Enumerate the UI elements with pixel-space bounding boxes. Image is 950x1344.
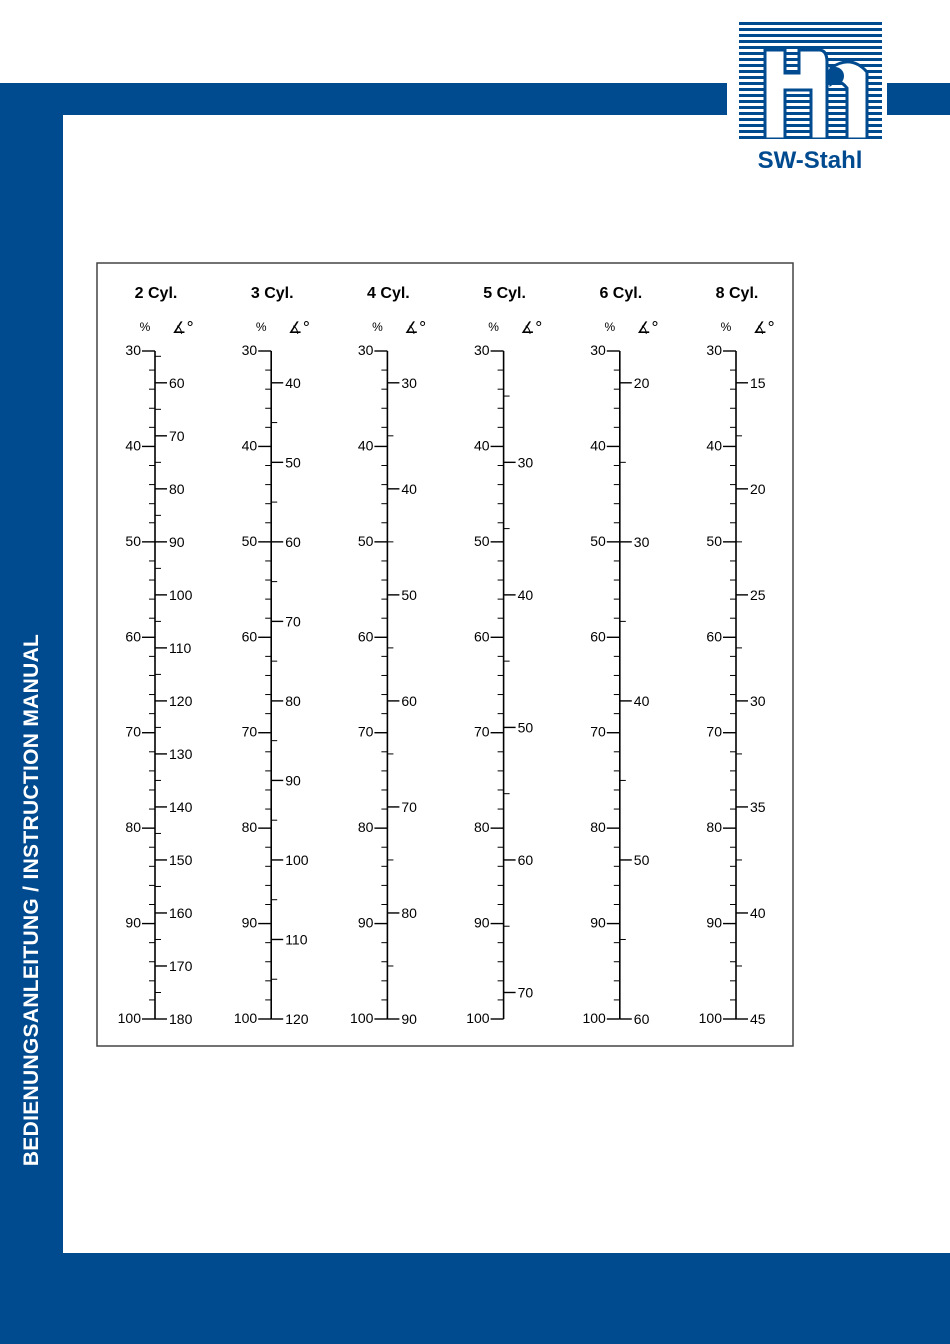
angle-label: 60 [633, 1011, 650, 1027]
angle-label: 50 [517, 719, 534, 736]
angle-label: 60 [401, 692, 417, 709]
angle-symbol: ∡° [636, 318, 659, 337]
percent-symbol: % [255, 320, 267, 334]
percent-label: 70 [125, 723, 141, 740]
angle-label: 110 [169, 639, 192, 656]
percent-label: 60 [706, 628, 722, 645]
percent-label: 100 [698, 1010, 722, 1026]
angle-symbol: ∡° [752, 318, 776, 337]
angle-label: 20 [633, 374, 650, 391]
percent-symbol: % [488, 320, 499, 334]
angle-symbol: ∡° [288, 318, 311, 337]
sw-stahl-logo-icon [727, 18, 887, 178]
percent-label: 50 [590, 532, 606, 549]
percent-label: 40 [474, 437, 490, 454]
percent-label: 80 [706, 819, 722, 836]
percent-label: 80 [125, 819, 141, 836]
angle-label: 120 [169, 692, 193, 709]
angle-label: 140 [169, 798, 193, 815]
angle-label: 30 [750, 692, 766, 709]
percent-label: 70 [357, 723, 374, 740]
percent-label: 50 [241, 532, 258, 549]
angle-label: 180 [169, 1011, 193, 1027]
angle-label: 90 [285, 772, 301, 789]
scale-title: 4 Cyl. [367, 285, 410, 302]
angle-label: 40 [285, 374, 301, 391]
percent-label: 100 [582, 1010, 606, 1026]
angle-label: 30 [517, 454, 534, 471]
angle-label: 70 [517, 984, 534, 1001]
scale-title: 5 Cyl. [483, 285, 526, 302]
dwell-angle-chart [96, 262, 794, 1047]
scale-title: 6 Cyl. [599, 285, 643, 302]
percent-label: 50 [357, 532, 374, 549]
percent-label: 30 [241, 342, 258, 358]
percent-label: 30 [706, 342, 722, 358]
angle-label: 80 [169, 480, 185, 497]
bottom-blue-band [0, 1253, 950, 1344]
percent-label: 100 [117, 1010, 141, 1026]
angle-label: 110 [285, 931, 308, 948]
angle-label: 100 [169, 586, 193, 603]
angle-label: 60 [285, 533, 301, 550]
percent-label: 70 [590, 723, 606, 740]
percent-label: 30 [125, 342, 141, 358]
angle-label: 160 [169, 904, 193, 921]
percent-label: 40 [357, 437, 374, 454]
percent-label: 60 [357, 628, 374, 645]
angle-label: 130 [169, 745, 193, 762]
percent-label: 30 [590, 342, 606, 358]
percent-label: 70 [474, 723, 490, 740]
percent-label: 90 [706, 914, 722, 931]
percent-label: 90 [125, 914, 141, 931]
angle-label: 170 [169, 957, 193, 974]
percent-label: 40 [241, 437, 258, 454]
percent-label: 30 [474, 342, 490, 358]
percent-label: 70 [706, 723, 722, 740]
angle-label: 35 [750, 798, 766, 815]
percent-label: 60 [241, 628, 258, 645]
percent-label: 50 [706, 532, 722, 549]
percent-label: 50 [125, 532, 141, 549]
percent-label: 60 [125, 628, 141, 645]
percent-label: 40 [590, 437, 606, 454]
percent-label: 40 [125, 437, 141, 454]
percent-label: 30 [357, 342, 374, 358]
percent-label: 100 [466, 1010, 490, 1026]
angle-label: 30 [633, 533, 650, 550]
angle-label: 90 [401, 1011, 417, 1027]
angle-label: 30 [401, 374, 417, 391]
percent-label: 90 [357, 914, 374, 931]
chart-frame [97, 263, 793, 1046]
angle-label: 50 [633, 851, 650, 868]
logo-stripe [739, 40, 882, 43]
angle-label: 100 [285, 851, 309, 868]
angle-label: 80 [401, 904, 417, 921]
scale-title: 2 Cyl. [134, 285, 178, 302]
angle-label: 60 [169, 374, 185, 391]
brand-name: SW-Stahl [757, 147, 863, 174]
percent-label: 60 [474, 628, 490, 645]
angle-label: 40 [750, 904, 766, 921]
percent-label: 90 [474, 914, 490, 931]
logo-stripe [739, 34, 882, 37]
angle-label: 70 [285, 613, 301, 630]
logo-stripe [739, 28, 882, 31]
percent-symbol: % [372, 320, 383, 334]
angle-label: 80 [285, 692, 301, 709]
angle-label: 40 [633, 692, 650, 709]
percent-label: 80 [474, 819, 490, 836]
angle-label: 40 [517, 586, 534, 603]
angle-label: 70 [401, 798, 417, 815]
angle-symbol: ∡° [171, 318, 195, 337]
angle-label: 120 [285, 1011, 309, 1027]
percent-label: 40 [706, 437, 722, 454]
angle-label: 45 [750, 1011, 766, 1027]
angle-label: 25 [750, 586, 766, 603]
percent-label: 90 [590, 914, 606, 931]
percent-label: 80 [357, 819, 374, 836]
angle-label: 50 [285, 454, 301, 471]
percent-label: 50 [474, 532, 490, 549]
percent-label: 100 [233, 1010, 258, 1026]
angle-label: 20 [750, 480, 766, 497]
percent-label: 70 [241, 723, 258, 740]
angle-label: 90 [169, 533, 185, 550]
scale-chart-svg [96, 262, 794, 1047]
manual-side-title: BEDIENUNGSANLEITUNG / INSTRUCTION MANUAL [20, 633, 43, 1167]
percent-label: 80 [590, 819, 606, 836]
angle-symbol: ∡° [520, 318, 543, 337]
angle-label: 70 [169, 427, 185, 444]
angle-label: 40 [401, 480, 417, 497]
percent-symbol: % [604, 320, 616, 334]
brand-logo [727, 18, 887, 178]
scale-title: 3 Cyl. [250, 285, 294, 302]
angle-label: 50 [401, 586, 417, 603]
percent-label: 80 [241, 819, 258, 836]
percent-label: 90 [241, 914, 258, 931]
angle-label: 15 [750, 374, 766, 391]
angle-symbol: ∡° [404, 318, 427, 337]
logo-stripe [739, 22, 882, 25]
percent-symbol: % [720, 320, 732, 334]
percent-symbol: % [139, 320, 151, 334]
percent-label: 100 [350, 1010, 374, 1026]
angle-label: 150 [169, 851, 193, 868]
scale-title: 8 Cyl. [715, 285, 759, 302]
angle-label: 60 [517, 851, 534, 868]
percent-label: 60 [590, 628, 606, 645]
